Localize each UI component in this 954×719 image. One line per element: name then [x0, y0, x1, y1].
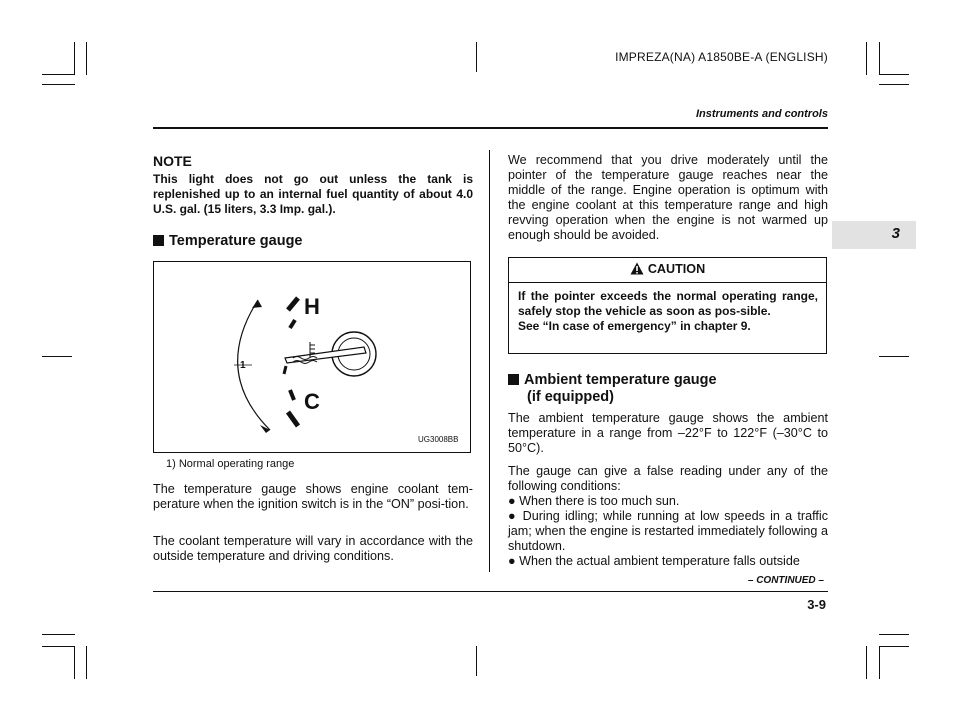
page-number: 3-9: [807, 597, 826, 612]
section-heading-ambient: [508, 372, 717, 406]
temperature-gauge-illustration: [154, 262, 470, 452]
crop-mark: [74, 42, 75, 75]
crop-mark: [476, 646, 477, 676]
list-item: ● During idling; while running at low speeds in a traffic jam; when the engine is restarted immediately following a shutdown.: [508, 509, 828, 553]
heading-text: (if equipped): [527, 389, 614, 405]
list-item-text: When there is too much sun.: [519, 494, 680, 508]
crop-mark: [42, 634, 75, 635]
crop-mark: [86, 42, 87, 75]
list-item-text: During idling; while running at low speeds in a traffic jam; when the engine is restarted immediately following a shutdown.: [508, 509, 828, 553]
crop-mark: [879, 74, 909, 75]
header-rule: [153, 127, 828, 129]
callout-number: 1: [240, 360, 246, 371]
crop-mark: [42, 74, 75, 75]
caution-divider: [509, 282, 826, 283]
note-body: This light does not go out unless the tank is replenished up to an internal fuel quantity of about 4.0 U.S. gal. (15 liters, 3.3 Imp. gal.).: [153, 172, 473, 216]
list-item-text: When the actual ambient temperature falls outside: [519, 554, 800, 568]
crop-mark: [42, 84, 75, 85]
square-bullet-icon: [508, 374, 519, 385]
note-title: NOTE: [153, 153, 192, 169]
crop-mark: [879, 634, 909, 635]
crop-mark: [476, 42, 477, 72]
temperature-gauge-figure: [153, 261, 471, 453]
caution-box: [508, 257, 827, 354]
crop-mark: [42, 646, 75, 647]
caution-title: CAUTION: [647, 262, 706, 276]
crop-mark: [42, 356, 72, 357]
paragraph: The coolant temperature will vary in accordance with the outside temperature and driving conditions.: [153, 534, 473, 563]
heading-text: Temperature gauge: [169, 233, 303, 249]
figure-code: UG3008BB: [418, 435, 459, 444]
section-title: Instruments and controls: [695, 108, 828, 120]
section-heading-temperature: [153, 233, 303, 250]
chapter-tab: [832, 221, 916, 249]
crop-mark: [866, 42, 867, 75]
chapter-number: 3: [891, 225, 900, 242]
gauge-hot-label: H: [304, 294, 320, 319]
caution-text: If the pointer exceeds the normal operating range, safely stop the vehicle as soon as pos-sible.: [518, 289, 818, 318]
caution-header: [509, 262, 826, 276]
crop-mark: [74, 646, 75, 679]
continued-label: – CONTINUED –: [747, 575, 824, 586]
crop-mark: [879, 42, 880, 75]
list-item: ● When there is too much sun.: [508, 494, 680, 508]
heading-text: Ambient temperature gauge: [524, 372, 717, 388]
crop-mark: [879, 646, 909, 647]
figure-caption: 1) Normal operating range: [166, 458, 295, 470]
warning-triangle-icon: [630, 262, 644, 275]
square-bullet-icon: [153, 235, 164, 246]
paragraph: We recommend that you drive moderately until the pointer of the temperature gauge reaches near the middle of the range. Engine operation is optimum with the engine coolant at this temperature range and high revving operation when the engine is not warmed up enough should be avoided.: [508, 153, 828, 242]
paragraph: The ambient temperature gauge shows the ambient temperature in a range from –22°F to 122°F (–30°C to 50°C).: [508, 411, 828, 455]
list-item: ● When the actual ambient temperature falls outside: [508, 554, 800, 568]
column-divider: [489, 150, 490, 572]
paragraph: The temperature gauge shows engine coolant tem-perature when the ignition switch is in the “ON” posi-tion.: [153, 482, 473, 511]
document-id: IMPREZA(NA) A1850BE-A (ENGLISH): [615, 50, 828, 64]
crop-mark: [866, 646, 867, 679]
footer-rule: [153, 591, 828, 592]
crop-mark: [879, 646, 880, 679]
caution-body: [518, 289, 818, 334]
paragraph: The gauge can give a false reading under any of the following conditions:: [508, 464, 828, 493]
crop-mark: [86, 646, 87, 679]
gauge-cold-label: C: [304, 389, 320, 414]
crop-mark: [879, 356, 909, 357]
caution-text: See “In case of emergency” in chapter 9.: [518, 319, 751, 333]
crop-mark: [879, 84, 909, 85]
